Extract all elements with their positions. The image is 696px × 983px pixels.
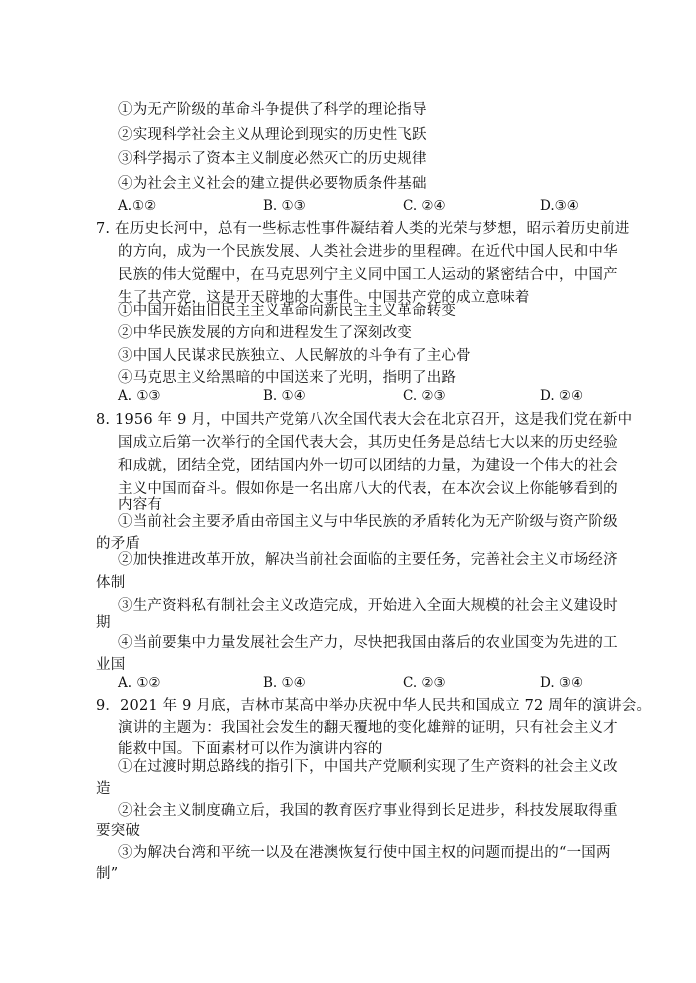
q8-option-b[interactable]: B. ①④ (263, 675, 306, 691)
q7-option-d[interactable]: D. ②④ (540, 388, 584, 404)
q9-stem-line-2: 演讲的主题为：我国社会发生的翻天覆地的变化雄辩的证明，只有社会主义才 (118, 720, 618, 736)
q7-option-c[interactable]: C. ②③ (403, 388, 446, 404)
q7-option-b[interactable]: B. ①④ (263, 388, 306, 404)
q6-item-2: ②实现科学社会主义从理论到现实的历史性飞跃 (118, 127, 427, 143)
q8-option-a[interactable]: A. ①② (118, 675, 161, 691)
q8-stem-line-4: 主义中国而奋斗。假如你是一名出席八大的代表，在本次会议上你能够看到的 (118, 481, 618, 497)
q9-item-1-line-1: ①在过渡时期总路线的指引下，中国共产党顺利实现了生产资料的社会主义改 (118, 759, 618, 775)
q8-item-1-line-1: ①当前社会主要矛盾由帝国主义与中华民族的矛盾转化为无产阶级与资产阶级 (118, 514, 618, 530)
q7-option-a[interactable]: A. ①③ (118, 388, 161, 404)
q9-stem-line-3: 能救中国。下面素材可以作为演讲内容的 (118, 741, 383, 757)
q8-stem-line-1: 8. 1956 年 9 月，中国共产党第八次全国代表大会在北京召开，这是我们党在新中 (96, 412, 633, 428)
q8-item-4-line-1: ④当前要集中力量发展社会生产力，尽快把我国由落后的农业国变为先进的工 (118, 635, 618, 651)
q8-item-4-line-2: 业国 (96, 657, 126, 673)
q7-stem-line-4: 生了共产党，这是开天辟地的大事件。中国共产党的成立意味着 (118, 290, 530, 306)
q7-stem-line-1: 7. 在历史长河中，总有一些标志性事件凝结着人类的光荣与梦想，昭示着历史前进 (96, 221, 630, 237)
q8-stem-line-5: 内容有 (118, 497, 163, 513)
q8-stem-line-2: 国成立后第一次举行的全国代表大会，其历史任务是总结七大以来的历史经验 (118, 435, 618, 451)
q6-option-b[interactable]: B. ①③ (263, 198, 306, 214)
q9-item-3-line-1: ③为解决台湾和平统一以及在港澳恢复行使中国主权的问题而提出的“一国两 (118, 845, 611, 861)
q8-option-d[interactable]: D. ③④ (540, 675, 584, 691)
q8-item-2-line-2: 体制 (96, 575, 126, 591)
q8-item-3-line-1: ③生产资料私有制社会主义改造完成，开始进入全面大规模的社会主义建设时 (118, 598, 618, 614)
q7-item-4: ④马克思主义给黑暗的中国送来了光明，指明了出路 (118, 370, 457, 386)
q8-item-3-line-2: 期 (96, 615, 111, 631)
q7-stem-line-3: 民族的伟大觉醒中，在马克思列宁主义同中国工人运动的紧密结合中，中国产 (118, 267, 618, 283)
q8-stem-line-3: 和成就，团结全党，团结国内外一切可以团结的力量，为建设一个伟大的社会 (118, 458, 618, 474)
q6-option-d[interactable]: D.③④ (540, 198, 579, 214)
q8-item-2-line-1: ②加快推进改革开放，解决当前社会面临的主要任务，完善社会主义市场经济 (118, 552, 618, 568)
q8-option-c[interactable]: C. ②③ (403, 675, 446, 691)
q9-item-2-line-2: 要突破 (96, 823, 141, 839)
q9-item-1-line-2: 造 (96, 781, 111, 797)
q7-stem-line-2: 的方向，成为一个民族发展、人类社会进步的里程碑。在近代中国人民和中华 (118, 244, 618, 260)
q6-item-4: ④为社会主义社会的建立提供必要物质条件基础 (118, 176, 427, 192)
q6-item-1: ①为无产阶级的革命斗争提供了科学的理论指导 (118, 102, 427, 118)
q8-item-1-line-2: 的矛盾 (96, 536, 141, 552)
q6-item-3: ③科学揭示了资本主义制度必然灭亡的历史规律 (118, 151, 427, 167)
q6-option-a[interactable]: A.①② (118, 198, 157, 214)
q7-item-3: ③中国人民谋求民族独立、人民解放的斗争有了主心骨 (118, 348, 471, 364)
q9-item-3-line-2: 制” (96, 866, 119, 882)
q7-item-1: ①中国开始由旧民主主义革命向新民主主义革命转变 (118, 303, 457, 319)
q9-item-2-line-1: ②社会主义制度确立后，我国的教育医疗事业得到长足进步，科技发展取得重 (118, 803, 618, 819)
q6-option-c[interactable]: C. ②④ (403, 198, 446, 214)
q7-item-2: ②中华民族发展的方向和进程发生了深刻改变 (118, 325, 412, 341)
q9-stem-line-1: 9．2021 年 9 月底，吉林市某高中举办庆祝中华人民共和国成立 72 周年的演讲会。 (96, 698, 652, 714)
